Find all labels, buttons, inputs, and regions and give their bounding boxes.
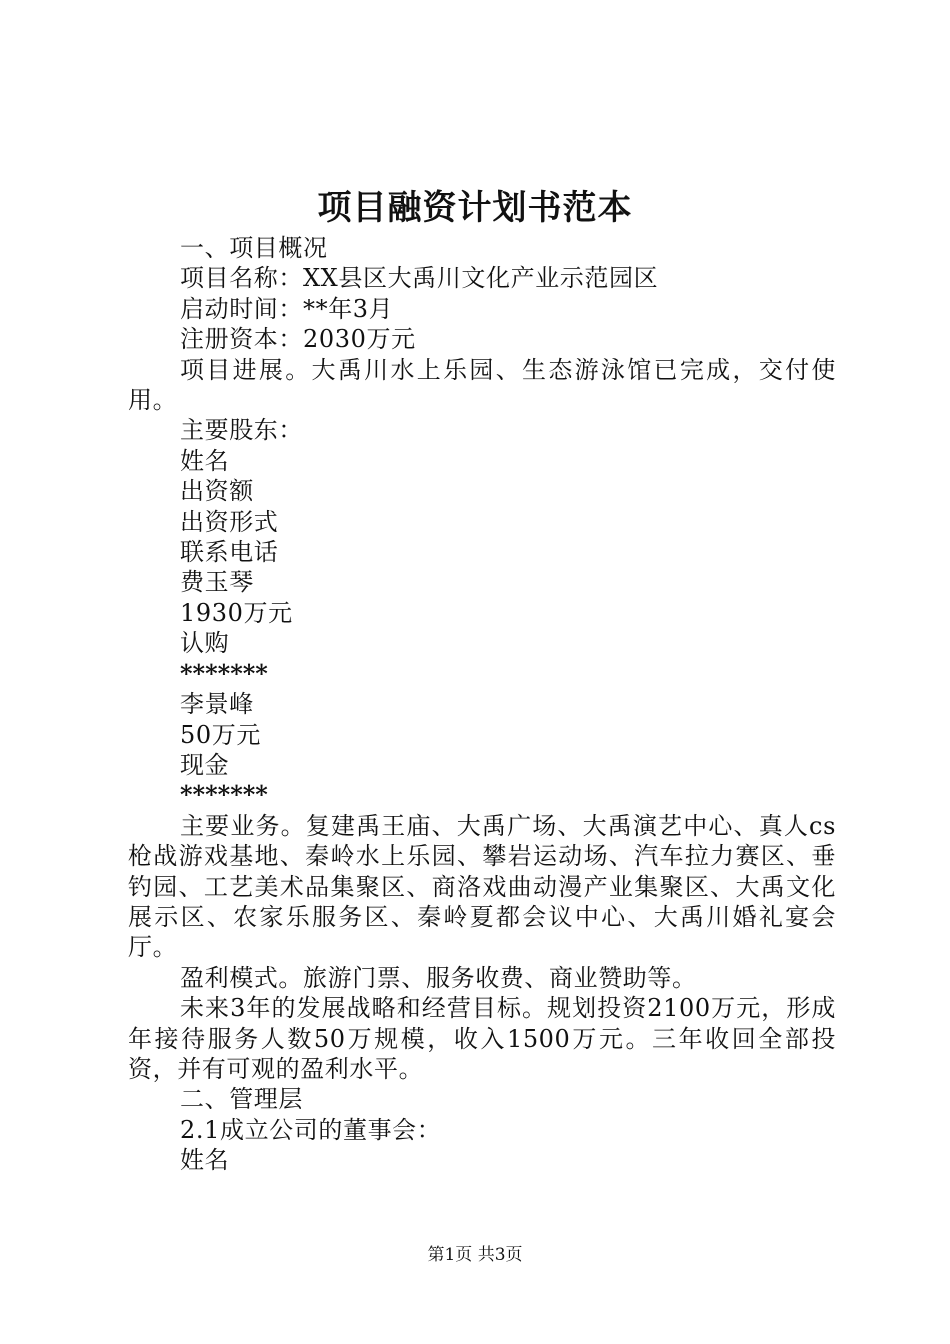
table-cell-phone: *******	[180, 658, 268, 688]
table-header-form: 出资形式	[180, 507, 279, 536]
main-business-paragraph: 主要业务。复建禹王庙、大禹广场、大禹演艺中心、真人cs枪战游戏基地、秦岭水上乐园、攀岩运动场、汽车拉力赛区、垂钓园、工艺美术品集聚区、商洛戏曲动漫产业集聚区、大禹文化展示区、农家乐服务区、秦岭夏都会议中心、大禹川婚礼宴会厅。	[128, 811, 836, 962]
table-header-phone: 联系电话	[180, 538, 279, 567]
start-time-line: 启动时间：**年3月	[180, 294, 394, 323]
table-cell-form: 现金	[180, 750, 230, 779]
section-heading-overview: 一、项目概况	[180, 234, 328, 262]
page-footer: 第1页 共3页	[427, 1245, 523, 1265]
profit-model-paragraph: 盈利模式。旅游门票、服务收费、商业赞助等。	[180, 963, 697, 992]
table-cell-name: 李景峰	[180, 690, 254, 719]
table-cell-amount: 1930万元	[180, 598, 293, 627]
table-cell-phone: *******	[180, 780, 268, 810]
section-heading-management: 二、管理层	[180, 1085, 303, 1114]
project-name-line: 项目名称：XX县区大禹川文化产业示范园区	[180, 264, 659, 293]
board-table-header-name: 姓名	[180, 1146, 230, 1175]
document-body	[128, 233, 836, 1176]
table-cell-form: 认购	[180, 629, 230, 658]
shareholders-label: 主要股东：	[180, 416, 303, 445]
table-header-name: 姓名	[180, 446, 230, 475]
registered-capital-line: 注册资本：2030万元	[180, 325, 416, 354]
table-cell-amount: 50万元	[180, 720, 261, 749]
table-cell-name: 费玉琴	[180, 568, 254, 597]
document-title: 项目融资计划书范本	[317, 188, 633, 228]
board-heading: 2.1成立公司的董事会：	[180, 1115, 442, 1144]
progress-paragraph: 项目进展。大禹川水上乐园、生态游泳馆已完成，交付使用。	[128, 355, 836, 415]
strategy-paragraph: 未来3年的发展战略和经营目标。规划投资2100万元，形成年接待服务人数50万规模，收入1500万元。三年收回全部投资，并有可观的盈利水平。	[128, 994, 836, 1083]
table-header-amount: 出资额	[180, 477, 254, 506]
